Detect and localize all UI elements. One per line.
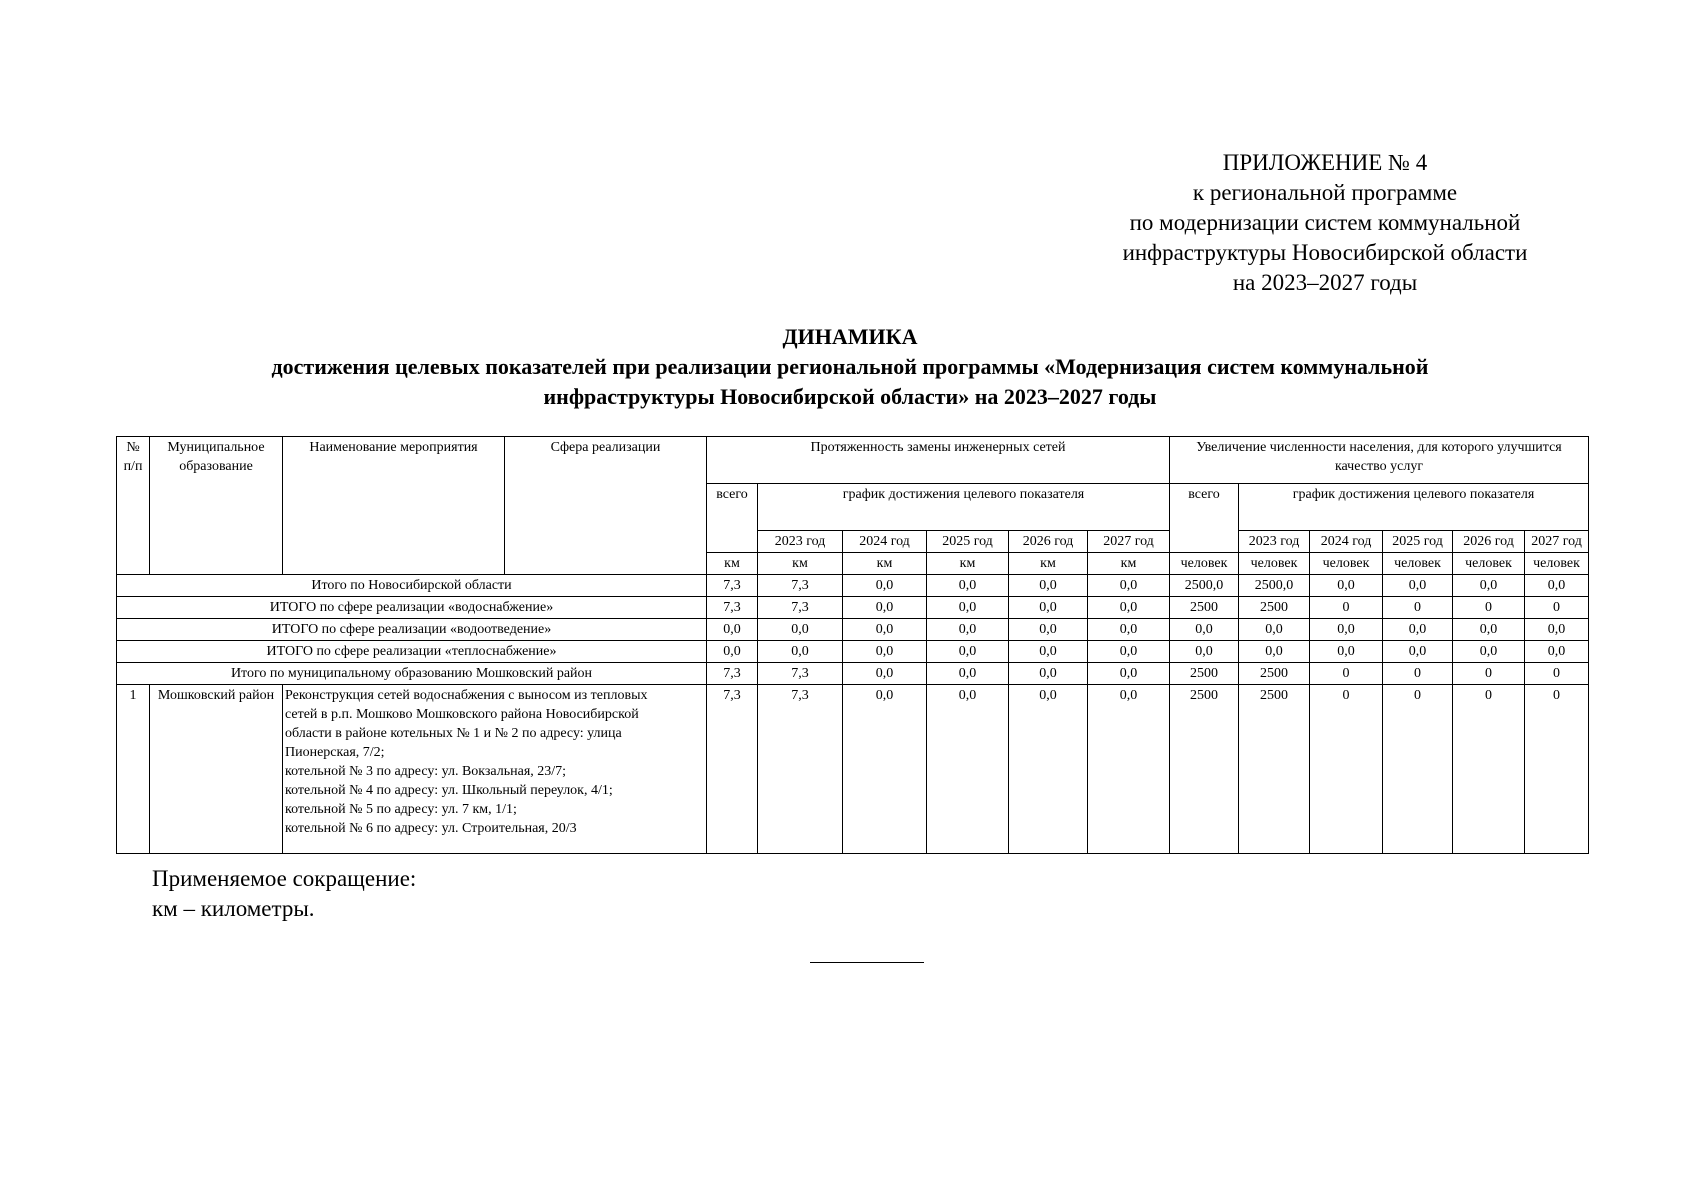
table-cell: 0,0 [707,619,758,641]
measure-line: Пионерская, 7/2; [285,745,385,760]
unit-km: км [1088,553,1170,575]
col-header-num: № п/п [117,437,150,575]
note-line: км – километры. [152,896,315,921]
table-cell: 0,0 [927,685,1009,854]
abbreviations-note [152,864,416,924]
col-header-year: 2025 год [1383,531,1453,553]
table-cell: 0,0 [843,619,927,641]
table-cell: 0,0 [1525,641,1589,663]
table-cell: 0 [1310,685,1383,854]
table-cell: 0 [1310,663,1383,685]
table-row [117,641,1589,663]
document-title: ДИНАМИКА [782,324,918,349]
table-cell: 0,0 [843,663,927,685]
table-cell: 0,0 [1009,619,1088,641]
table-cell: 2500,0 [1170,575,1239,597]
table-cell: 0,0 [927,641,1009,663]
table-cell: 0,0 [758,619,843,641]
table-cell: 0,0 [927,575,1009,597]
table-row [117,575,1589,597]
table-cell: 0,0 [843,685,927,854]
table-cell: 0 [1453,685,1525,854]
table-cell: 0,0 [843,575,927,597]
col-header-year: 2027 год [1088,531,1170,553]
unit-people: человек [1453,553,1525,575]
col-header-length-group: Протяженность замены инженерных сетей [707,437,1170,484]
table-cell: 0 [1383,663,1453,685]
measure-line: сетей в р.п. Мошково Мошковского района Новосибирской [285,707,639,722]
col-header-km-total: всего [707,484,758,553]
table-cell: 0,0 [1088,619,1170,641]
table-cell: 0,0 [927,663,1009,685]
summary-row-label: ИТОГО по сфере реализации «водоснабжение» [117,597,707,619]
table-cell: 0,0 [1383,575,1453,597]
col-header-year: 2024 год [1310,531,1383,553]
appendix-line: на 2023–2027 годы [1232,270,1418,295]
table-cell: 0,0 [1239,641,1310,663]
col-header-year: 2026 год [1009,531,1088,553]
table-row [117,685,1589,854]
col-header-km-schedule: график достижения целевого показателя [758,484,1170,531]
closing-rule [810,962,924,963]
table-cell: 0,0 [1453,619,1525,641]
table-cell: 0,0 [1009,575,1088,597]
table-cell: 2500 [1239,685,1310,854]
table-cell: 7,3 [707,597,758,619]
table-cell: 0 [1383,597,1453,619]
appendix-line: по модернизации систем коммунальной [1129,210,1521,235]
table-cell: 0,0 [1383,619,1453,641]
table-cell: 0,0 [843,641,927,663]
measure-line: котельной № 5 по адресу: ул. 7 км, 1/1; [285,802,517,817]
table-cell: 0,0 [1009,597,1088,619]
table-cell: 7,3 [758,685,843,854]
table-row [117,663,1589,685]
measure-line: области в районе котельных № 1 и № 2 по адресу: улица [285,726,622,741]
col-header-municipality: Муниципальное образование [150,437,283,575]
appendix-line: ПРИЛОЖЕНИЕ № 4 [1222,150,1428,175]
unit-people: человек [1383,553,1453,575]
table-cell: 0 [1525,597,1589,619]
appendix-block [1090,148,1560,298]
unit-km: км [1009,553,1088,575]
table-header-row [117,437,1589,484]
appendix-line: к региональной программе [1192,180,1458,205]
table-cell: 0,0 [1453,575,1525,597]
col-header-people-total: всего [1170,484,1239,553]
col-header-sphere: Сфера реализации [505,437,707,575]
row-number: 1 [117,685,150,854]
table-cell: 0,0 [1088,663,1170,685]
measure-line: котельной № 3 по адресу: ул. Вокзальная, 23/7; [285,764,567,779]
table-cell: 0,0 [1383,641,1453,663]
col-header-year: 2023 год [758,531,843,553]
row-measure [283,685,707,854]
table-cell: 7,3 [758,597,843,619]
table-cell: 0 [1383,685,1453,854]
table-cell: 7,3 [758,575,843,597]
col-header-year: 2027 год [1525,531,1589,553]
table-cell: 0 [1525,663,1589,685]
summary-row-label: Итого по Новосибирской области [117,575,707,597]
table-cell: 0,0 [927,597,1009,619]
table-cell: 0 [1453,597,1525,619]
table-cell: 2500,0 [1239,575,1310,597]
measure-line: котельной № 4 по адресу: ул. Школьный переулок, 4/1; [285,783,613,798]
table-cell: 0,0 [1310,575,1383,597]
table-cell: 0,0 [843,597,927,619]
table-cell: 0,0 [1088,575,1170,597]
table-cell: 7,3 [758,663,843,685]
document-heading [120,322,1580,412]
summary-row-label: ИТОГО по сфере реализации «водоотведение» [117,619,707,641]
unit-km: км [707,553,758,575]
col-header-population-group: Увеличение численности населения, для которого улучшится качество услуг [1170,437,1589,484]
table-cell: 0,0 [1088,685,1170,854]
table-cell: 0 [1453,663,1525,685]
col-header-year: 2026 год [1453,531,1525,553]
col-header-year: 2024 год [843,531,927,553]
table-cell: 0,0 [1009,641,1088,663]
table-cell: 0,0 [1170,619,1239,641]
table-cell: 0,0 [1239,619,1310,641]
table-cell: 0,0 [1525,619,1589,641]
unit-km: км [843,553,927,575]
summary-row-label: Итого по муниципальному образованию Мошковский район [117,663,707,685]
table-cell: 2500 [1170,663,1239,685]
col-header-year: 2023 год [1239,531,1310,553]
table-cell: 7,3 [707,685,758,854]
table-cell: 0,0 [1009,685,1088,854]
unit-people: человек [1525,553,1589,575]
col-header-measure: Наименование мероприятия [283,437,505,575]
unit-people: человек [1239,553,1310,575]
table-cell: 0 [1310,597,1383,619]
unit-people: человек [1310,553,1383,575]
document-subtitle: инфраструктуры Новосибирской области» на 2023–2027 годы [543,384,1157,409]
col-header-people-schedule: график достижения целевого показателя [1239,484,1589,531]
measure-line: котельной № 6 по адресу: ул. Строительная, 20/3 [285,821,577,836]
row-municipality: Мошковский район [150,685,283,854]
table-cell: 0,0 [758,641,843,663]
table-cell: 0,0 [1088,597,1170,619]
table-cell: 2500 [1170,685,1239,854]
table-cell: 0,0 [1310,619,1383,641]
unit-km: км [758,553,843,575]
table-cell: 7,3 [707,663,758,685]
table-cell: 0,0 [1310,641,1383,663]
table-cell: 0,0 [1170,641,1239,663]
table-row [117,597,1589,619]
document-subtitle: достижения целевых показателей при реализации региональной программы «Модернизация систем коммунальной [271,354,1429,379]
table-cell: 0 [1525,685,1589,854]
unit-km: км [927,553,1009,575]
table-cell: 7,3 [707,575,758,597]
indicators-table [116,436,1589,854]
table-cell: 2500 [1239,663,1310,685]
table-cell: 0,0 [1453,641,1525,663]
table-cell: 0,0 [1088,641,1170,663]
table-row [117,619,1589,641]
measure-line: Реконструкция сетей водоснабжения с выносом из тепловых [285,688,648,703]
table-cell: 0,0 [1009,663,1088,685]
table-cell: 0,0 [1525,575,1589,597]
col-header-year: 2025 год [927,531,1009,553]
table-cell: 2500 [1239,597,1310,619]
table-cell: 0,0 [707,641,758,663]
summary-row-label: ИТОГО по сфере реализации «теплоснабжение» [117,641,707,663]
table-cell: 2500 [1170,597,1239,619]
unit-people: человек [1170,553,1239,575]
note-line: Применяемое сокращение: [152,866,417,891]
appendix-line: инфраструктуры Новосибирской области [1122,240,1528,265]
table-cell: 0,0 [927,619,1009,641]
